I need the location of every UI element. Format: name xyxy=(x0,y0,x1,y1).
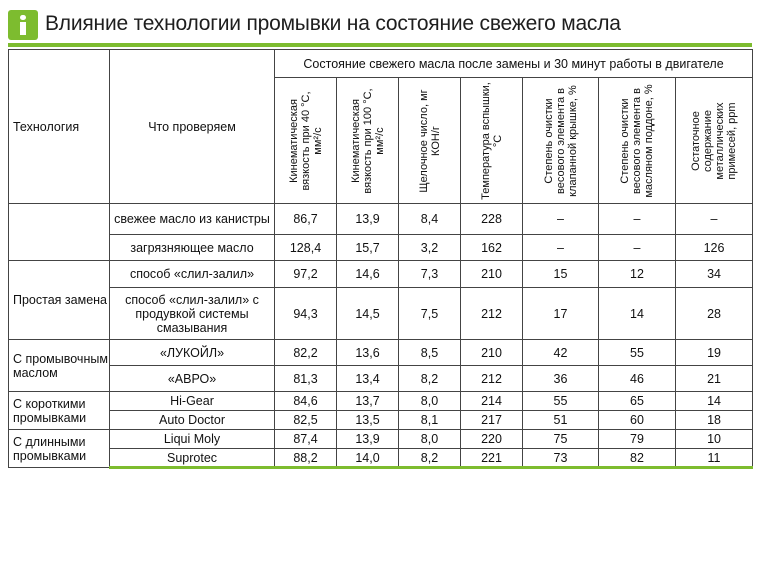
data-table xyxy=(8,49,753,469)
value-cell: 13,4 xyxy=(337,366,399,392)
table-row xyxy=(9,430,753,449)
value-cell: 8,0 xyxy=(399,392,461,411)
value-cell: 46 xyxy=(599,366,676,392)
value-cell: 88,2 xyxy=(275,449,337,468)
value-cell: 14 xyxy=(676,392,753,411)
value-cell: 8,2 xyxy=(399,366,461,392)
technology-cell: С промывочным маслом xyxy=(9,340,110,392)
value-cell: 14,0 xyxy=(337,449,399,468)
value-cell: 21 xyxy=(676,366,753,392)
value-cell: 65 xyxy=(599,392,676,411)
column-header: Степень очистки весового элемента в масляном поддоне, % xyxy=(599,78,676,204)
table-row xyxy=(9,340,753,366)
value-cell: – xyxy=(523,235,599,261)
value-cell: 217 xyxy=(461,411,523,430)
value-cell: 60 xyxy=(599,411,676,430)
value-cell: – xyxy=(599,204,676,235)
value-cell: 210 xyxy=(461,261,523,288)
page-title: Влияние технологии промывки на состояние свежего масла xyxy=(45,12,621,35)
info-icon xyxy=(8,10,38,40)
value-cell: 82,2 xyxy=(275,340,337,366)
value-cell: 8,1 xyxy=(399,411,461,430)
value-cell: 13,6 xyxy=(337,340,399,366)
value-cell: 221 xyxy=(461,449,523,468)
value-cell: 15 xyxy=(523,261,599,288)
table-row xyxy=(9,366,753,392)
value-cell: 15,7 xyxy=(337,235,399,261)
value-cell: 8,2 xyxy=(399,449,461,468)
value-cell: 13,7 xyxy=(337,392,399,411)
table-row xyxy=(9,392,753,411)
value-cell: 51 xyxy=(523,411,599,430)
what-cell: Auto Doctor xyxy=(110,411,275,430)
value-cell: 87,4 xyxy=(275,430,337,449)
value-cell: 82 xyxy=(599,449,676,468)
what-cell: Suprotec xyxy=(110,449,275,468)
value-cell: – xyxy=(523,204,599,235)
table-row xyxy=(9,411,753,430)
value-cell: 73 xyxy=(523,449,599,468)
column-header: Щелочное число, мг КОН/г xyxy=(399,78,461,204)
value-cell: 36 xyxy=(523,366,599,392)
value-cell: 126 xyxy=(676,235,753,261)
value-cell: 82,5 xyxy=(275,411,337,430)
value-cell: 14,5 xyxy=(337,288,399,340)
what-cell: Liqui Moly xyxy=(110,430,275,449)
value-cell: 7,5 xyxy=(399,288,461,340)
value-cell: 18 xyxy=(676,411,753,430)
value-cell: 8,4 xyxy=(399,204,461,235)
value-cell: 214 xyxy=(461,392,523,411)
value-cell: 13,9 xyxy=(337,430,399,449)
value-cell: 19 xyxy=(676,340,753,366)
what-cell: Hi-Gear xyxy=(110,392,275,411)
value-cell: 84,6 xyxy=(275,392,337,411)
value-cell: 3,2 xyxy=(399,235,461,261)
technology-cell: С короткими промывками xyxy=(9,392,110,430)
value-cell: 228 xyxy=(461,204,523,235)
header xyxy=(8,10,752,42)
what-cell: загрязняющее масло xyxy=(110,235,275,261)
title-divider xyxy=(8,43,752,47)
value-cell: 14 xyxy=(599,288,676,340)
value-cell: – xyxy=(599,235,676,261)
value-cell: 17 xyxy=(523,288,599,340)
value-cell: 162 xyxy=(461,235,523,261)
value-cell: 81,3 xyxy=(275,366,337,392)
value-cell: 55 xyxy=(599,340,676,366)
value-cell: 75 xyxy=(523,430,599,449)
value-cell: 210 xyxy=(461,340,523,366)
value-cell: 12 xyxy=(599,261,676,288)
value-cell: 55 xyxy=(523,392,599,411)
header-what-checked: Что проверяем xyxy=(110,50,275,204)
table-row xyxy=(9,235,753,261)
value-cell: 11 xyxy=(676,449,753,468)
value-cell: 13,9 xyxy=(337,204,399,235)
table-row xyxy=(9,288,753,340)
what-cell: способ «слил-залил» xyxy=(110,261,275,288)
technology-cell: Простая замена xyxy=(9,261,110,340)
column-header: Температура вспышки, °С xyxy=(461,78,523,204)
value-cell: 79 xyxy=(599,430,676,449)
table-row xyxy=(9,261,753,288)
table-row xyxy=(9,449,753,468)
value-cell: 8,5 xyxy=(399,340,461,366)
value-cell: 28 xyxy=(676,288,753,340)
value-cell: 212 xyxy=(461,288,523,340)
column-header: Остаточное содержание металлических примесей, ppm xyxy=(676,78,753,204)
value-cell: 34 xyxy=(676,261,753,288)
value-cell: 10 xyxy=(676,430,753,449)
value-cell: 212 xyxy=(461,366,523,392)
value-cell: – xyxy=(676,204,753,235)
technology-cell xyxy=(9,204,110,261)
value-cell: 42 xyxy=(523,340,599,366)
what-cell: «АВРО» xyxy=(110,366,275,392)
what-cell: способ «слил-залил» с продувкой системы смазывания xyxy=(110,288,275,340)
column-header: Кинематическая вязкость при 100 °С, мм²/с xyxy=(337,78,399,204)
what-cell: свежее масло из канистры xyxy=(110,204,275,235)
value-cell: 220 xyxy=(461,430,523,449)
column-header: Степень очистки весового элемента в клапанной крышке, % xyxy=(523,78,599,204)
value-cell: 14,6 xyxy=(337,261,399,288)
value-cell: 128,4 xyxy=(275,235,337,261)
table-row xyxy=(9,204,753,235)
header-group: Состояние свежего масла после замены и 30 минут работы в двигателе xyxy=(275,50,753,78)
column-header: Кинематическая вязкость при 40 °С, мм²/с xyxy=(275,78,337,204)
value-cell: 97,2 xyxy=(275,261,337,288)
value-cell: 7,3 xyxy=(399,261,461,288)
value-cell: 8,0 xyxy=(399,430,461,449)
value-cell: 13,5 xyxy=(337,411,399,430)
value-cell: 94,3 xyxy=(275,288,337,340)
technology-cell: С длинными промывками xyxy=(9,430,110,468)
what-cell: «ЛУКОЙЛ» xyxy=(110,340,275,366)
header-technology: Технология xyxy=(9,50,110,204)
value-cell: 86,7 xyxy=(275,204,337,235)
